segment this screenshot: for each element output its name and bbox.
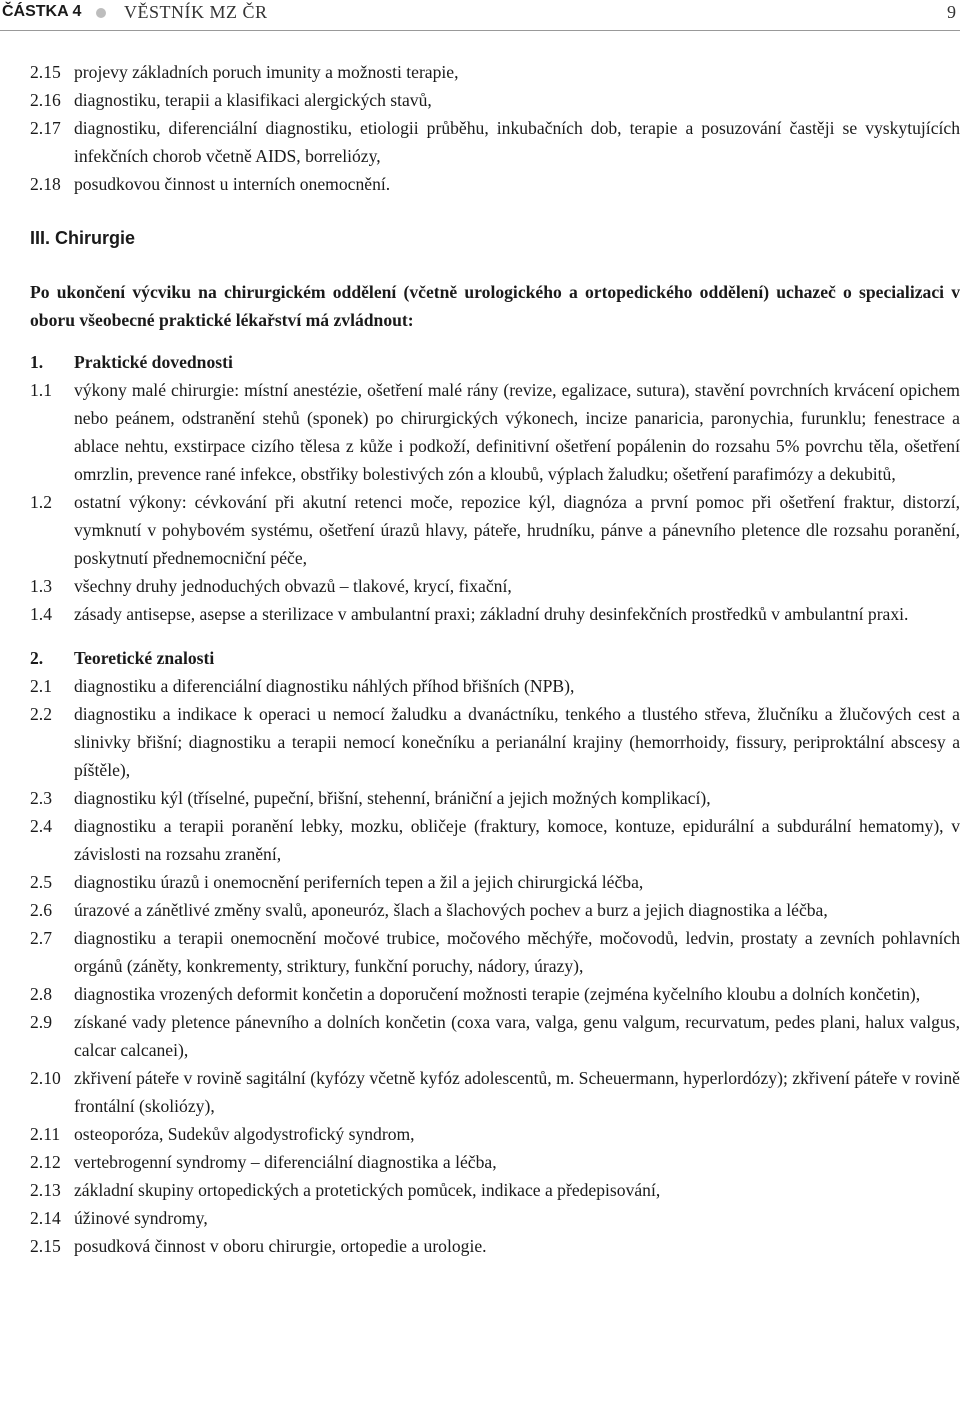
section-title: III. Chirurgie: [30, 228, 136, 248]
list-item: 2.7 diagnostiku a terapii onemocnění močové trubice, močového měchýře, močovodů, ledvin, prostaty a zevních pohlavních orgánů (záněty, konkrementy, striktury, funkční poruchy, nádory, úrazy),: [30, 928, 960, 976]
page-header: [0, 0, 960, 31]
list-item: 2.15 posudková činnost v oboru chirurgie, ortopedie a urologie.: [30, 1236, 487, 1256]
top-list: [0, 58, 960, 198]
journal-title: VĚSTNÍK MZ ČR: [124, 2, 268, 22]
list-item: 2.11 osteoporóza, Sudekův algodystrofický syndrom,: [30, 1124, 415, 1144]
list-item: 2.18 posudkovou činnost u interních onemocnění.: [30, 174, 391, 194]
page-number: 9: [947, 2, 956, 22]
theory-list: [0, 672, 960, 1260]
list-item: 1.2 ostatní výkony: cévkování při akutní retenci moče, repozice kýl, diagnóza a první pomoc při ošetření fraktur, distorzí, vymknutí v pohybovém systému, ošetření úrazů hlavy, páteře, hrudníku, pánve a pánevního pletence dle rozsahu poranění, poskytnutí přednemocniční péče,: [30, 492, 960, 568]
list-item: 2.1 diagnostiku a diferenciální diagnostiku náhlých příhod břišních (NPB),: [30, 676, 575, 696]
spacer: [0, 628, 960, 644]
list-item: 2.4 diagnostiku a terapii poranění lebky, mozku, obličeje (fraktury, komoce, kontuze, epidurální a subdurální hematomy), v závislosti na rozsahu zranění,: [30, 816, 960, 864]
subsection-heading-theory: 2. Teoretické znalosti: [30, 648, 215, 668]
list-item: 2.3 diagnostiku kýl (tříselné, pupeční, břišní, stehenní, brániční a jejich možných komplikací),: [30, 788, 711, 808]
list-item: 2.6 úrazové a zánětlivé změny svalů, aponeuróz, šlach a šlachových pochev a burz a jejich diagnostika a léčba,: [30, 900, 828, 920]
issue-part: ČÁSTKA 4: [2, 3, 82, 20]
list-item: 2.5 diagnostiku úrazů i onemocnění periferních tepen a žil a jejich chirurgická léčba,: [30, 872, 644, 892]
list-item: 2.9 získané vady pletence pánevního a dolních končetin (coxa vara, valga, genu valgum, recurvatum, pedes plani, halux valgus, calcar calcanei),: [30, 1012, 960, 1060]
practical-list: [0, 376, 960, 628]
list-item: 2.8 diagnostika vrozených deformit končetin a doporučení možnosti terapie (zejména kyčelního kloubu a dolních končetin),: [30, 984, 921, 1004]
list-item: 2.17 diagnostiku, diferenciální diagnostiku, etiologii průběhu, inkubačních dob, terapie a posuzování častěji se vyskytujících infekčních chorob včetně AIDS, borreliózy,: [30, 118, 960, 166]
list-item: 2.2 diagnostiku a indikace k operaci u nemocí žaludku a dvanáctníku, tenkého a tlustého střeva, žlučníku a žlučových cest a slinivky břišní; diagnostiku a terapii nemocí konečníku a perianální krajiny (hemorrhoidy, fissury, periproktální abscesy a píštěle),: [30, 704, 960, 780]
list-item: 2.13 základní skupiny ortopedických a protetických pomůcek, indikace a předepisování,: [30, 1180, 661, 1200]
list-item: 1.1 výkony malé chirurgie: místní anestézie, ošetření malé rány (revize, egalizace, sutura), stavění povrchních krvácení opichem nebo peánem, odstranění stehů (sponek) po chirurgických výkonech, incize panaricia, paronychia, furunklu; fenestrace a ablace nehtu, exstirpace cizího tělesa z kůže i podkoží, definitivní ošetření popálenin do rozsahu 5% povrchu těla, ošetření omrzlin, prevence rané infekce, obstřiky bolestivých zón a kloubů, výplach žaludku; ošetření parafimózy a dekubitů,: [30, 380, 960, 484]
subsection-heading-practical: 1. Praktické dovednosti: [30, 352, 233, 372]
section-intro: Po ukončení výcviku na chirurgickém oddělení (včetně urologického a ortopedického oddělení) uchazeč o specializaci v oboru všeobecné praktické lékařství má zvládnout:: [30, 282, 960, 330]
list-item: 2.10 zkřivení páteře v rovině sagitální (kyfózy včetně kyfóz adolescentů, m. Scheuermann, hyperlordózy); zkřivení páteře v rovině frontální (skoliózy),: [30, 1068, 960, 1116]
list-item: 2.14 úžinové syndromy,: [30, 1208, 208, 1228]
bullet-dot-icon: [96, 8, 106, 18]
list-item: 2.12 vertebrogenní syndromy – diferenciální diagnostika a léčba,: [30, 1152, 497, 1172]
list-item: 2.15 projevy základních poruch imunity a možnosti terapie,: [30, 62, 459, 82]
list-item: 1.3 všechny druhy jednoduchých obvazů – tlakové, krycí, fixační,: [30, 576, 512, 596]
list-item: 1.4 zásady antisepse, asepse a sterilizace v ambulantní praxi; základní druhy desinfekčních prostředků v ambulantní praxi.: [30, 604, 909, 624]
list-item: 2.16 diagnostiku, terapii a klasifikaci alergických stavů,: [30, 90, 432, 110]
document-body: [0, 58, 960, 1260]
